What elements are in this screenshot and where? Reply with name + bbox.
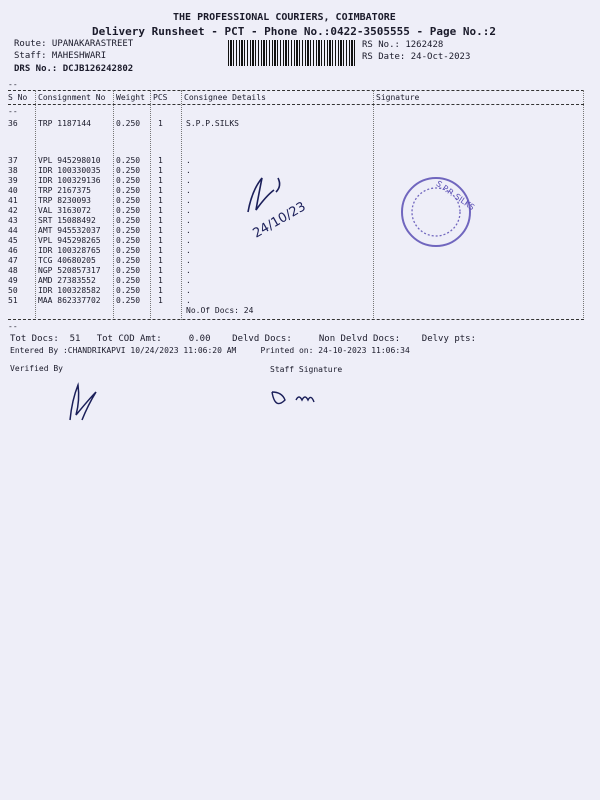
row-pcs: 1: [158, 216, 163, 225]
row-sno: 41: [8, 196, 18, 205]
row-weight: 0.250: [116, 166, 141, 175]
col-pcs: PCS: [153, 93, 168, 102]
row-pcs: 1: [158, 296, 163, 305]
row-sno: 39: [8, 176, 18, 185]
row-sno: 42: [8, 206, 18, 215]
row-details: .: [186, 156, 191, 165]
row-pcs: 1: [158, 196, 163, 205]
row-weight: 0.250: [116, 266, 141, 275]
row-details: .: [186, 176, 191, 185]
row-weight: 0.250: [116, 236, 141, 245]
row-sno: 51: [8, 296, 18, 305]
row-sno: 50: [8, 286, 18, 295]
row-consignment: MAA 862337702: [38, 296, 101, 305]
handwritten-initials: [248, 178, 280, 212]
staff-signature-mark: [272, 392, 314, 404]
row-details: .: [186, 256, 191, 265]
col-sno: S No: [8, 93, 28, 102]
row-consignment: VPL 945298265: [38, 236, 101, 245]
row-consignment: IDR 100328582: [38, 286, 101, 295]
row-details: .: [186, 206, 191, 215]
row-weight: 0.250: [116, 186, 141, 195]
row-consignment: IDR 100329136: [38, 176, 101, 185]
row-weight: 0.250: [116, 226, 141, 235]
row-pcs: 1: [158, 226, 163, 235]
row-consignment: NGP 520857317: [38, 266, 101, 275]
row-consignment: VAL 3163072: [38, 206, 91, 215]
row-details: .: [186, 196, 191, 205]
row-pcs: 1: [158, 276, 163, 285]
row-pcs: 1: [158, 176, 163, 185]
row-pcs: 1: [158, 246, 163, 255]
row-weight: 0.250: [116, 286, 141, 295]
row-weight: 0.250: [116, 196, 141, 205]
col-consignee: Consignee Details: [184, 93, 266, 102]
staff-signature-label: Staff Signature: [270, 365, 343, 374]
row-details: .: [186, 266, 191, 275]
row-sno: 47: [8, 256, 18, 265]
row-details: .: [186, 166, 191, 175]
row-weight: 0.250: [116, 206, 141, 215]
verified-by-label: Verified By: [10, 364, 63, 373]
rs-number: RS No.: 1262428: [362, 40, 444, 50]
table-row: 36 TRP 1187144 0.250 1 S.P.P.SILKS: [8, 119, 239, 128]
row-pcs: 1: [158, 166, 163, 175]
row-details: .: [186, 246, 191, 255]
row-weight: 0.250: [116, 156, 141, 165]
row-sno: 40: [8, 186, 18, 195]
row-weight: 0.250: [116, 256, 141, 265]
row-details: .: [186, 186, 191, 195]
row-weight: 0.250: [116, 216, 141, 225]
row-sno: 44: [8, 226, 18, 235]
entered-by: Entered By :CHANDRIKAPVI 10/24/2023 11:06:20 AM Printed on: 24-10-2023 11:06:34: [10, 346, 410, 355]
company-stamp: [402, 178, 470, 246]
row-consignment: TRP 8230093: [38, 196, 91, 205]
rs-date: RS Date: 24-Oct-2023: [362, 52, 471, 62]
row-details: .: [186, 286, 191, 295]
row-consignment: IDR 100328765: [38, 246, 101, 255]
row-sno: 46: [8, 246, 18, 255]
row-details: .: [186, 236, 191, 245]
drs-number: DRS No.: DCJB126242802: [14, 64, 134, 74]
row-weight: 0.250: [116, 276, 141, 285]
row-pcs: 1: [158, 186, 163, 195]
stamp-label: S.P.P. SILKS: [434, 179, 477, 213]
staff-label: Staff: MAHESHWARI: [14, 51, 107, 61]
row-consignment: SRT 15088492: [38, 216, 96, 225]
row-weight: 0.250: [116, 176, 141, 185]
row-sno: 49: [8, 276, 18, 285]
row-consignment: TCG 40680205: [38, 256, 96, 265]
col-weight: Weight: [116, 93, 145, 102]
row-consignment: TRP 2167375: [38, 186, 91, 195]
row-pcs: 1: [158, 236, 163, 245]
verified-signature-mark: [70, 385, 96, 420]
row-details: .: [186, 296, 191, 305]
row-pcs: 1: [158, 286, 163, 295]
row-details: .: [186, 276, 191, 285]
row-details: .: [186, 216, 191, 225]
row-consignment: AMT 945532037: [38, 226, 101, 235]
row-pcs: 1: [158, 266, 163, 275]
row-weight: 0.250: [116, 246, 141, 255]
route-label: Route: UPANAKARASTREET: [14, 39, 134, 49]
row-weight: 0.250: [116, 296, 141, 305]
runsheet-title: Delivery Runsheet - PCT - Phone No.:0422-3505555 - Page No.:2: [92, 25, 496, 38]
row-sno: 48: [8, 266, 18, 275]
row-sno: 43: [8, 216, 18, 225]
row-consignment: VPL 945298010: [38, 156, 101, 165]
no-of-docs: No.Of Docs: 24: [186, 306, 254, 315]
row-sno: 45: [8, 236, 18, 245]
col-signature: Signature: [376, 93, 420, 102]
row-pcs: 1: [158, 156, 163, 165]
col-consignment: Consignment No: [38, 93, 106, 102]
handwritten-date: 24/10/23: [250, 199, 309, 242]
company-name: THE PROFESSIONAL COURIERS, COIMBATORE: [173, 12, 396, 23]
row-sno: 38: [8, 166, 18, 175]
row-consignment: IDR 100330035: [38, 166, 101, 175]
row-consignment: AMD 27383552: [38, 276, 96, 285]
row-pcs: 1: [158, 206, 163, 215]
row-details: .: [186, 226, 191, 235]
row-pcs: 1: [158, 256, 163, 265]
totals-line: Tot Docs: 51 Tot COD Amt: 0.00 Delvd Docs: Non Delvd Docs: Delvy pts:: [10, 334, 476, 344]
row-sno: 37: [8, 156, 18, 165]
